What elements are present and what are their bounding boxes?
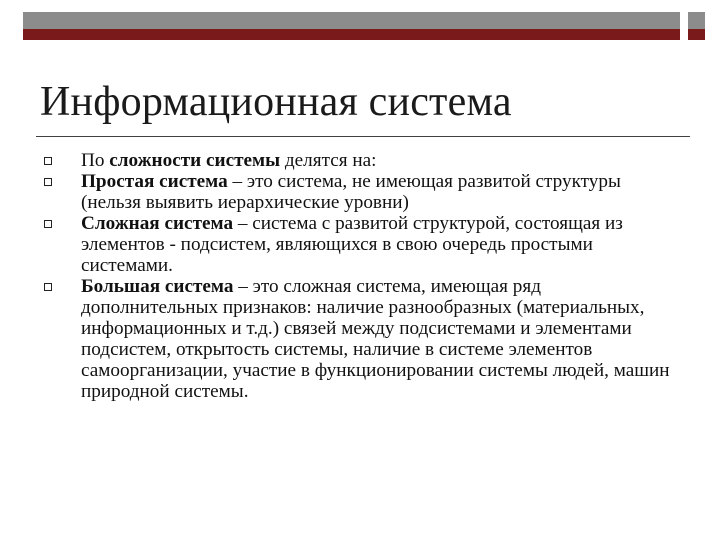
bullet-item — [42, 213, 682, 276]
bullet-term: Сложная система — [81, 213, 234, 234]
bullet-term: Простая система — [81, 171, 228, 192]
bullet-text-part: – это система, не имеющая развитой структуры (нельзя выявить иерархические уровни) — [81, 171, 621, 213]
bullet-text-part: – система с развитой структурой, состоящая из элементов - подсистем, являющихся в свою очередь простыми системами. — [81, 213, 623, 276]
square-bullet-icon — [44, 178, 52, 186]
corner-square-gray — [688, 12, 705, 29]
bullet-text-part: – это сложная система, имеющая ряд дополнительных признаков: наличие разнообразных (материальных, информационных и т.д.) связей между подсистемами и элементами подсистем, открытость системы, наличие в системе элементов самоорганизации, участие в функционировании системы людей, машин природной системы. — [81, 276, 670, 402]
square-bullet-icon — [44, 157, 52, 165]
bullet-term: Большая система — [81, 276, 234, 297]
square-bullet-icon — [44, 220, 52, 228]
bullet-text-part: По — [81, 150, 110, 171]
corner-square-red — [688, 29, 705, 40]
square-bullet-icon — [44, 283, 52, 291]
title-divider — [36, 136, 690, 137]
bullet-text — [81, 150, 376, 171]
slide-title: Информационная система — [40, 79, 512, 125]
bullet-text — [81, 213, 623, 276]
bullet-list — [42, 150, 682, 402]
bullet-item — [42, 171, 682, 213]
bullet-text — [81, 276, 670, 402]
bullet-text — [81, 171, 621, 213]
bullet-item — [42, 276, 682, 402]
header-bar-red — [23, 29, 680, 40]
bullet-text-part: делятся на: — [280, 150, 377, 171]
bullet-term: сложности системы — [109, 150, 281, 171]
header-bar-gray — [23, 12, 680, 29]
bullet-item — [42, 150, 682, 171]
